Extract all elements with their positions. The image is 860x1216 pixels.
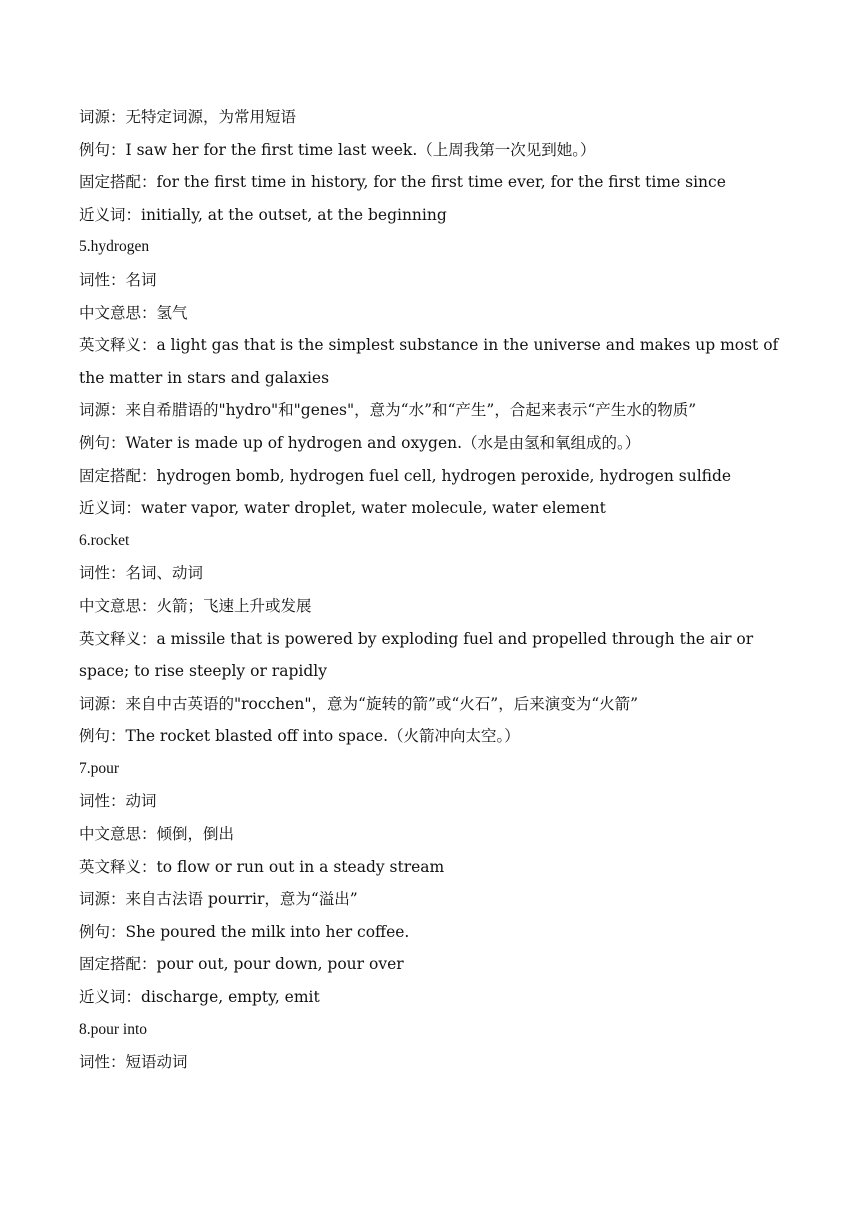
etymology-line: 词源：来自中古英语的"rocchen"，意为“旋转的箭”或“火石”，后来演变为“火箭” [79, 694, 639, 713]
entry-heading-hydrogen: 5.hydrogen [79, 238, 150, 256]
entry-heading-pour-into: 8.pour into [79, 1020, 148, 1038]
part-of-speech-line: 词性：动词 [79, 792, 157, 811]
part-of-speech-line: 词性：名词 [79, 270, 157, 289]
chinese-meaning-line: 中文意思：火箭；飞速上升或发展 [79, 596, 312, 615]
example-line: 例句：The rocket blasted off into space.（火箭冲向太空。） [79, 727, 520, 746]
synonym-line: 近义词：discharge, empty, emit [79, 988, 320, 1007]
collocation-line: 固定搭配：for the first time in history, for the first time ever, for the first time since [79, 173, 726, 192]
english-definition-line: 英文释义：a missile that is powered by exploding fuel and propelled through the air or space; to rise steeply or rapidly [79, 629, 754, 681]
chinese-meaning-line: 中文意思：氢气 [79, 303, 188, 322]
part-of-speech-line: 词性：名词、动词 [79, 564, 204, 583]
example-line: 例句：I saw her for the first time last week.（上周我第一次见到她。） [79, 140, 596, 159]
example-line: 例句：Water is made up of hydrogen and oxygen.（水是由氢和氧组成的。） [79, 433, 641, 452]
vocabulary-notes [79, 101, 789, 1079]
entry-heading-pour: 7.pour [79, 759, 120, 777]
part-of-speech-line: 词性：短语动词 [79, 1053, 188, 1072]
etymology-line: 词源：无特定词源，为常用短语 [79, 108, 297, 126]
etymology-line: 词源：来自古法语 pourrir，意为“溢出” [79, 890, 358, 909]
etymology-line: 词源：来自希腊语的"hydro"和"genes"，意为“水”和“产生”，合起来表示“产生水的物质” [79, 401, 697, 420]
synonym-line: 近义词：initially, at the outset, at the beginning [79, 205, 447, 224]
english-definition-line: 英文释义：a light gas that is the simplest substance in the universe and makes up most of the matter in stars and galaxies [79, 336, 779, 387]
example-line: 例句：She poured the milk into her coffee. [79, 922, 410, 941]
english-definition-line: 英文释义：to flow or run out in a steady stream [79, 857, 445, 876]
collocation-line: 固定搭配：pour out, pour down, pour over [79, 955, 404, 974]
synonym-line: 近义词：water vapor, water droplet, water molecule, water element [79, 499, 606, 518]
chinese-meaning-line: 中文意思：倾倒，倒出 [79, 825, 235, 844]
entry-heading-rocket: 6.rocket [79, 531, 130, 549]
collocation-line: 固定搭配：hydrogen bomb, hydrogen fuel cell, hydrogen peroxide, hydrogen sulfide [79, 466, 732, 485]
